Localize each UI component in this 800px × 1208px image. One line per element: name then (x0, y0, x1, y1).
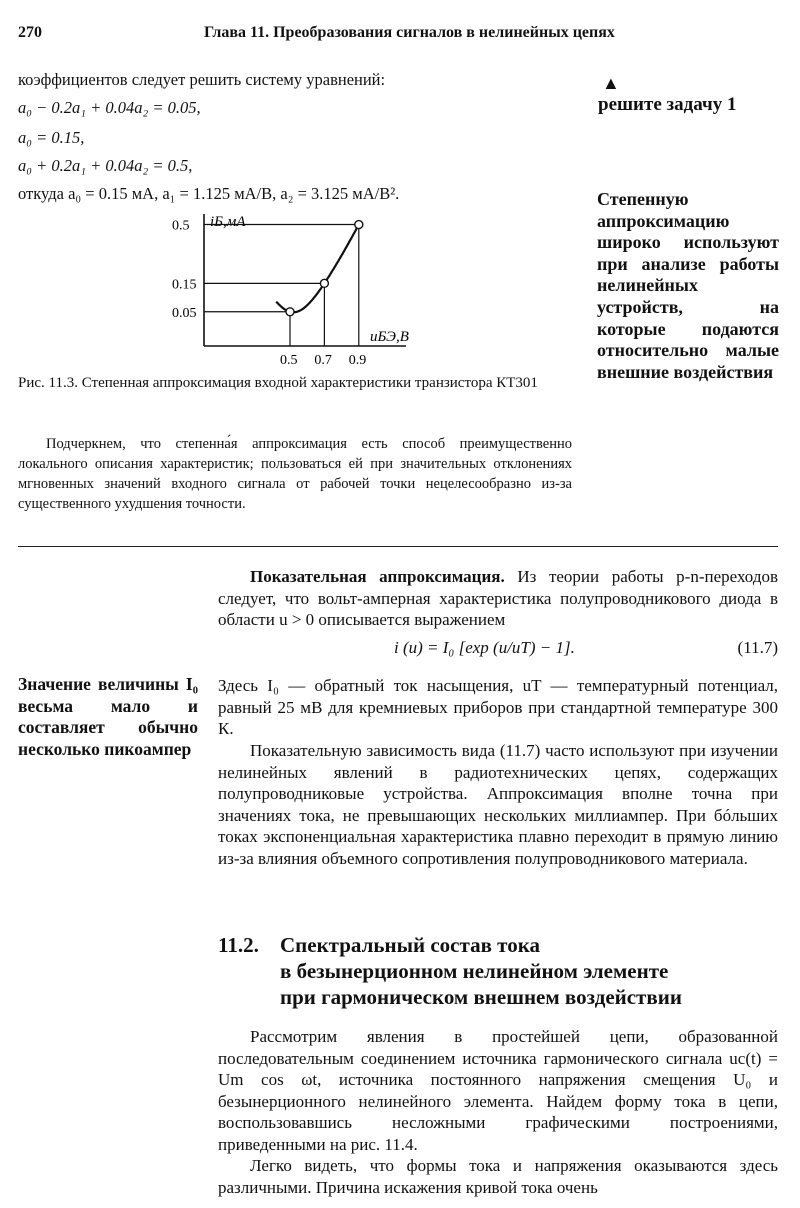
formula: i (u) = I₀ [exp (u/uT) − 1]. (394, 638, 575, 657)
paragraph-text: Из теории работы p-n-переходов следует, что вольт-амперная характеристика полупроводникового диода в области u > 0 описывается выражением (218, 567, 778, 630)
page-number: 270 (18, 24, 42, 41)
data-point-0 (286, 308, 294, 316)
y-tick-label-0: 0.05 (172, 305, 197, 321)
paragraph-title: Показательная аппроксимация. (250, 567, 505, 586)
figure-11-3-chart (170, 208, 430, 370)
chart-group (172, 214, 409, 368)
equation-result: откуда a₀ = 0.15 мА, a₁ = 1.125 мА/В, a₂ = 3.125 мА/В². (18, 184, 400, 203)
section-paragraph-2: Легко видеть, что формы тока и напряжения оказываются здесь различными. Причина искажения кривой тока очень (218, 1156, 778, 1197)
formula-11-7 (218, 638, 778, 662)
data-curve (276, 225, 359, 313)
x-tick-label-1: 0.7 (314, 353, 332, 368)
side-task (598, 72, 736, 116)
data-point-1 (320, 279, 328, 287)
side-note-power-approximation: Степенную аппроксимацию широко используют при анализе работы нелинейных устройств, на которые подаются относительно малые внешние воздействия (597, 189, 779, 382)
y-tick-label-2: 0.5 (172, 218, 190, 234)
figure-caption: Рис. 11.3. Степенная аппроксимация входной характеристики транзистора КТ301 (18, 375, 538, 391)
y-tick-label-1: 0.15 (172, 277, 197, 293)
x-tick-label-2: 0.9 (348, 353, 367, 368)
section-title-line-1: Спектральный состав тока (280, 933, 540, 957)
x-axis-label: uБЭ,В (370, 329, 409, 345)
equation-3: a₀ + 0.2a₁ + 0.04a₂ = 0.5, (18, 156, 193, 175)
x-tick-label-0: 0.5 (280, 353, 298, 368)
data-point-2 (355, 221, 363, 229)
y-axis-label: iБ,мА (210, 214, 246, 230)
equations-intro: коэффициентов следует решить систему уравнений: (18, 70, 386, 89)
small-paragraph: Подчеркнем, что степенна́я аппроксимация есть способ преимущественно локального описания характеристик; пользоваться ей при значительных отклонениях мгновенных значений входного сигнала от рабочей точки нецелесообразно из-за существенного ухудшения точности. (18, 436, 572, 512)
section-title-line-2: в безынерционном нелинейном элементе (280, 959, 669, 983)
paragraph-exponential (218, 566, 778, 631)
triangle-icon: ▲ (602, 73, 620, 93)
section-paragraph-1: Рассмотрим явления в простейшей цепи, образованной последовательным соединением источника гармонического сигнала uc(t) = Um cos ωt, источника постоянного напряжения смещения U₀ и безынерционного нелинейного элемента. Найдем форму тока в цепи, воспользовавшись несложными графическими построениями, приведенными на рис. 11.4. (218, 1027, 778, 1154)
equation-1: a₀ − 0.2a₁ + 0.04a₂ = 0.05, (18, 98, 201, 117)
divider (18, 546, 778, 547)
paragraph-exponential-usage: Показательную зависимость вида (11.7) часто используют при изучении нелинейных явлений в радиотехнических цепях, содержащих полупроводниковые устройства. Аппроксимация вполне точна при значениях тока, не превышающих нескольких миллиампер. При бóльших токах экспоненциальная характеристика плавно переходит в прямую линию из-за влияния объемного сопротивления полупроводникового материала. (218, 741, 778, 868)
running-title: Глава 11. Преобразования сигналов в нелинейных цепях (204, 24, 615, 41)
paragraph-here: Здесь I₀ — обратный ток насыщения, uT — температурный потенциал, равный 25 мВ для кремниевых приборов при стандартной температуре 300 К. (218, 676, 778, 739)
page-header (18, 24, 788, 48)
section-title-line-3: при гармоническом внешнем воздействии (280, 985, 682, 1009)
side-task-label: решите задачу 1 (598, 94, 737, 115)
formula-number: (11.7) (737, 638, 778, 657)
side-note-i0: Значение величины I₀ весьма мало и составляет обычно несколько пикоампер (18, 674, 198, 759)
equation-2: a₀ = 0.15, (18, 128, 85, 147)
section-number: 11.2. (218, 933, 259, 957)
